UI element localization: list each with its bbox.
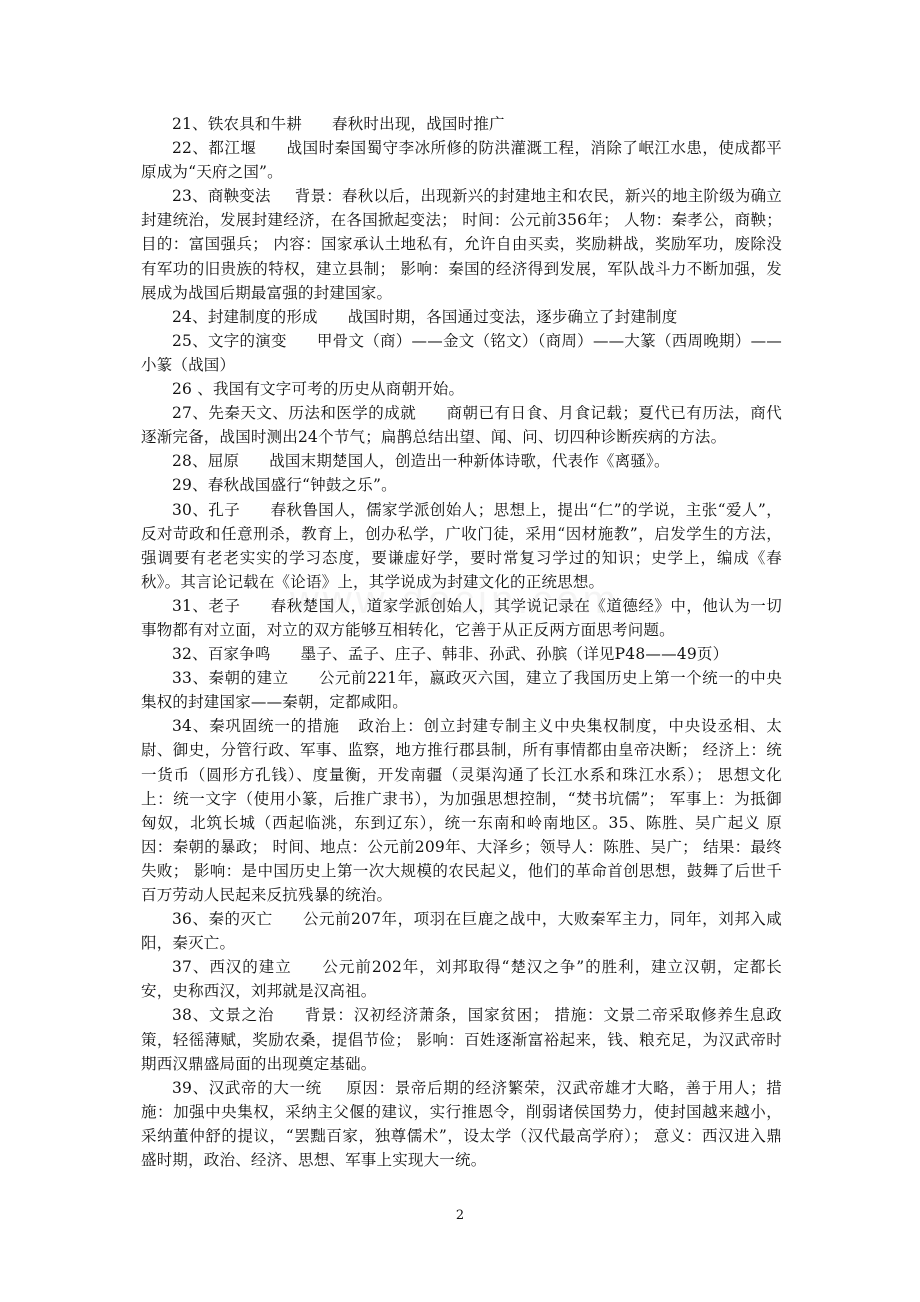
page-number: 2 <box>455 1208 465 1223</box>
paragraph-title: 34、秦巩固统一的措施 <box>172 717 340 736</box>
paragraph-body: 29、春秋战国盛行“钟鼓之乐”。 <box>172 476 397 495</box>
paragraph-32 <box>141 642 782 666</box>
paragraph-body: 公元前202年，刘邦取得“楚汉之争”的胜利，建立汉朝，定都长安，史称西汉，刘邦就是汉高祖。 <box>141 958 782 1001</box>
paragraph-27 <box>141 401 782 449</box>
paragraph-title: 30、孔子 <box>172 500 241 519</box>
paragraph-title: 27、先秦天文、历法和医学的成就 <box>172 404 417 423</box>
paragraph-34 <box>141 714 782 907</box>
document-body <box>141 112 782 1172</box>
paragraph-title: 25、文字的演变 <box>172 331 287 350</box>
paragraph-body: 战国末期楚国人，创造出一种新体诗歌，代表作《离骚》。 <box>269 452 670 471</box>
paragraph-body: 战国时期，各国通过变法，逐步确立了封建制度 <box>347 307 678 326</box>
paragraph-title: 32、百家争鸣 <box>172 645 271 664</box>
paragraph-title: 21、铁农具和牛耕 <box>172 115 303 133</box>
paragraph-body: 公元前207年，项羽在巨鹿之战中，大败秦军主力，同年，刘邦入咸阳，秦灭亡。 <box>141 910 782 953</box>
paragraph-31 <box>141 594 782 642</box>
paragraph-39 <box>141 1076 782 1172</box>
paragraph-title: 31、老子 <box>172 596 241 615</box>
paragraph-body: 战国时秦国蜀守李冰所修的防洪灌溉工程，消除了岷江水患，使成都平原成为“天府之国”。 <box>141 139 782 182</box>
paragraph-body: 春秋时出现，战国时推广 <box>332 115 505 133</box>
paragraph-body: 春秋楚国人，道家学派创始人，其学说记录在《道德经》中，他认为一切事物都有对立面，对立的双方能够互相转化，它善于从正反两方面思考问题。 <box>141 596 782 639</box>
paragraph-title: 33、秦朝的建立 <box>172 669 289 688</box>
paragraph-21 <box>141 112 782 136</box>
paragraph-body: 政治上：创立封建专制主义中央集权制度，中央设丞相、太尉、御史，分管行政、军事、监察，地方推行郡县制，所有事情都由皇帝决断； 经济上：统一货币（圆形方孔钱）、度量衡，开发南疆（灵渠沟通了长江水系和珠江水系）； 思想文化上：统一文字（使用小篆，后推广隶书），为加强思想控制，“焚书坑儒”； 军事上：为抵御匈奴，北筑长城（西起临洮，东到辽东），统一东南和岭南地区。35、陈胜、吴广起义 原因：秦朝的暴政； 时间、地点：公元前209年、大泽乡；领导人：陈胜、吴广； 结果：最终失败； 影响：是中国历史上第一次大规模的农民起义，他们的革命首创思想，鼓舞了后世千百万劳动人民起来反抗残暴的统治。 <box>141 717 782 904</box>
paragraph-body: 背景：汉初经济萧条，国家贫困； 措施：文景二帝采取修养生息政策，轻徭薄赋，奖励农桑，提倡节俭； 影响：百姓逐渐富裕起来，钱、粮充足，为汉武帝时期西汉鼎盛局面的出现奠定基础。 <box>141 1006 782 1073</box>
paragraph-22 <box>141 136 782 184</box>
paragraph-body: 公元前221年，嬴政灭六国，建立了我国历史上第一个统一的中央集权的封建国家——秦朝，定都咸阳。 <box>141 669 782 712</box>
paragraph-title: 28、屈原 <box>172 452 240 471</box>
paragraph-title: 39、汉武帝的大一统 <box>172 1078 322 1097</box>
paragraph-26 <box>141 377 782 401</box>
paragraph-33 <box>141 666 782 714</box>
paragraph-37 <box>141 955 782 1003</box>
paragraph-36 <box>141 907 782 955</box>
paragraph-body: 26 、我国有文字可考的历史从商朝开始。 <box>172 380 465 399</box>
paragraph-28 <box>141 449 782 473</box>
paragraph-29 <box>141 473 782 497</box>
paragraph-38 <box>141 1003 782 1075</box>
paragraph-title: 22、都江堰 <box>172 139 257 158</box>
paragraph-title: 37、西汉的建立 <box>172 958 292 977</box>
paragraph-30 <box>141 498 782 594</box>
paragraph-24 <box>141 305 782 329</box>
paragraph-title: 36、秦的灭亡 <box>172 910 273 929</box>
paragraph-body: 商朝已有日食、月食记载；夏代已有历法，商代逐渐完备，战国时测出24个节气；扁鹊总结出望、闻、问、切四种诊断疾病的方法。 <box>141 404 782 447</box>
paragraph-body: 甲骨文（商）——金文（铭文）（商周）——大篆（西周晚期）——小篆（战国） <box>141 331 782 374</box>
paragraph-body: 春秋鲁国人，儒家学派创始人；思想上，提出“仁”的学说，主张“爱人”，反对苛政和任意刑杀，教育上，创办私学，广收门徒，采用“因材施教”，启发学生的方法，强调要有老老实实的学习态度，要谦虚好学，要时常复习学过的知识；史学上，编成《春秋》。其言论记载在《论语》上，其学说成为封建文化的正统思想。 <box>141 500 782 591</box>
paragraph-23 <box>141 184 782 304</box>
paragraph-title: 38、文景之治 <box>172 1006 275 1025</box>
paragraph-body: 背景：春秋以后，出现新兴的封建地主和农民，新兴的地主阶级为确立封建统治，发展封建经济，在各国掀起变法； 时间：公元前356年； 人物：秦孝公，商鞅； 目的：富国强兵； 内容：国家承认土地私有，允许自由买卖，奖励耕战，奖励军功，废除没有军功的旧贵族的特权，建立县制； 影响：秦国的经济得到发展，军队战斗力不断加强，发展成为战国后期最富强的封建国家。 <box>141 187 782 302</box>
paragraph-title: 23、商鞅变法 <box>172 187 271 206</box>
paragraph-body: 原因：景帝后期的经济繁荣，汉武帝雄才大略，善于用人；措施：加强中央集权，采纳主父偃的建议，实行推恩令，削弱诸侯国势力，使封国越来越小，采纳董仲舒的提议，“罢黜百家，独尊儒术”，设太学（汉代最高学府）； 意义：西汉进入鼎盛时期，政治、经济、思想、军事上实现大一统。 <box>141 1078 782 1170</box>
paragraph-title: 24、封建制度的形成 <box>172 307 318 326</box>
paragraph-25 <box>141 329 782 377</box>
paragraph-body: 墨子、孟子、庄子、韩非、孙武、孙膑（详见P48——49页） <box>300 645 729 664</box>
